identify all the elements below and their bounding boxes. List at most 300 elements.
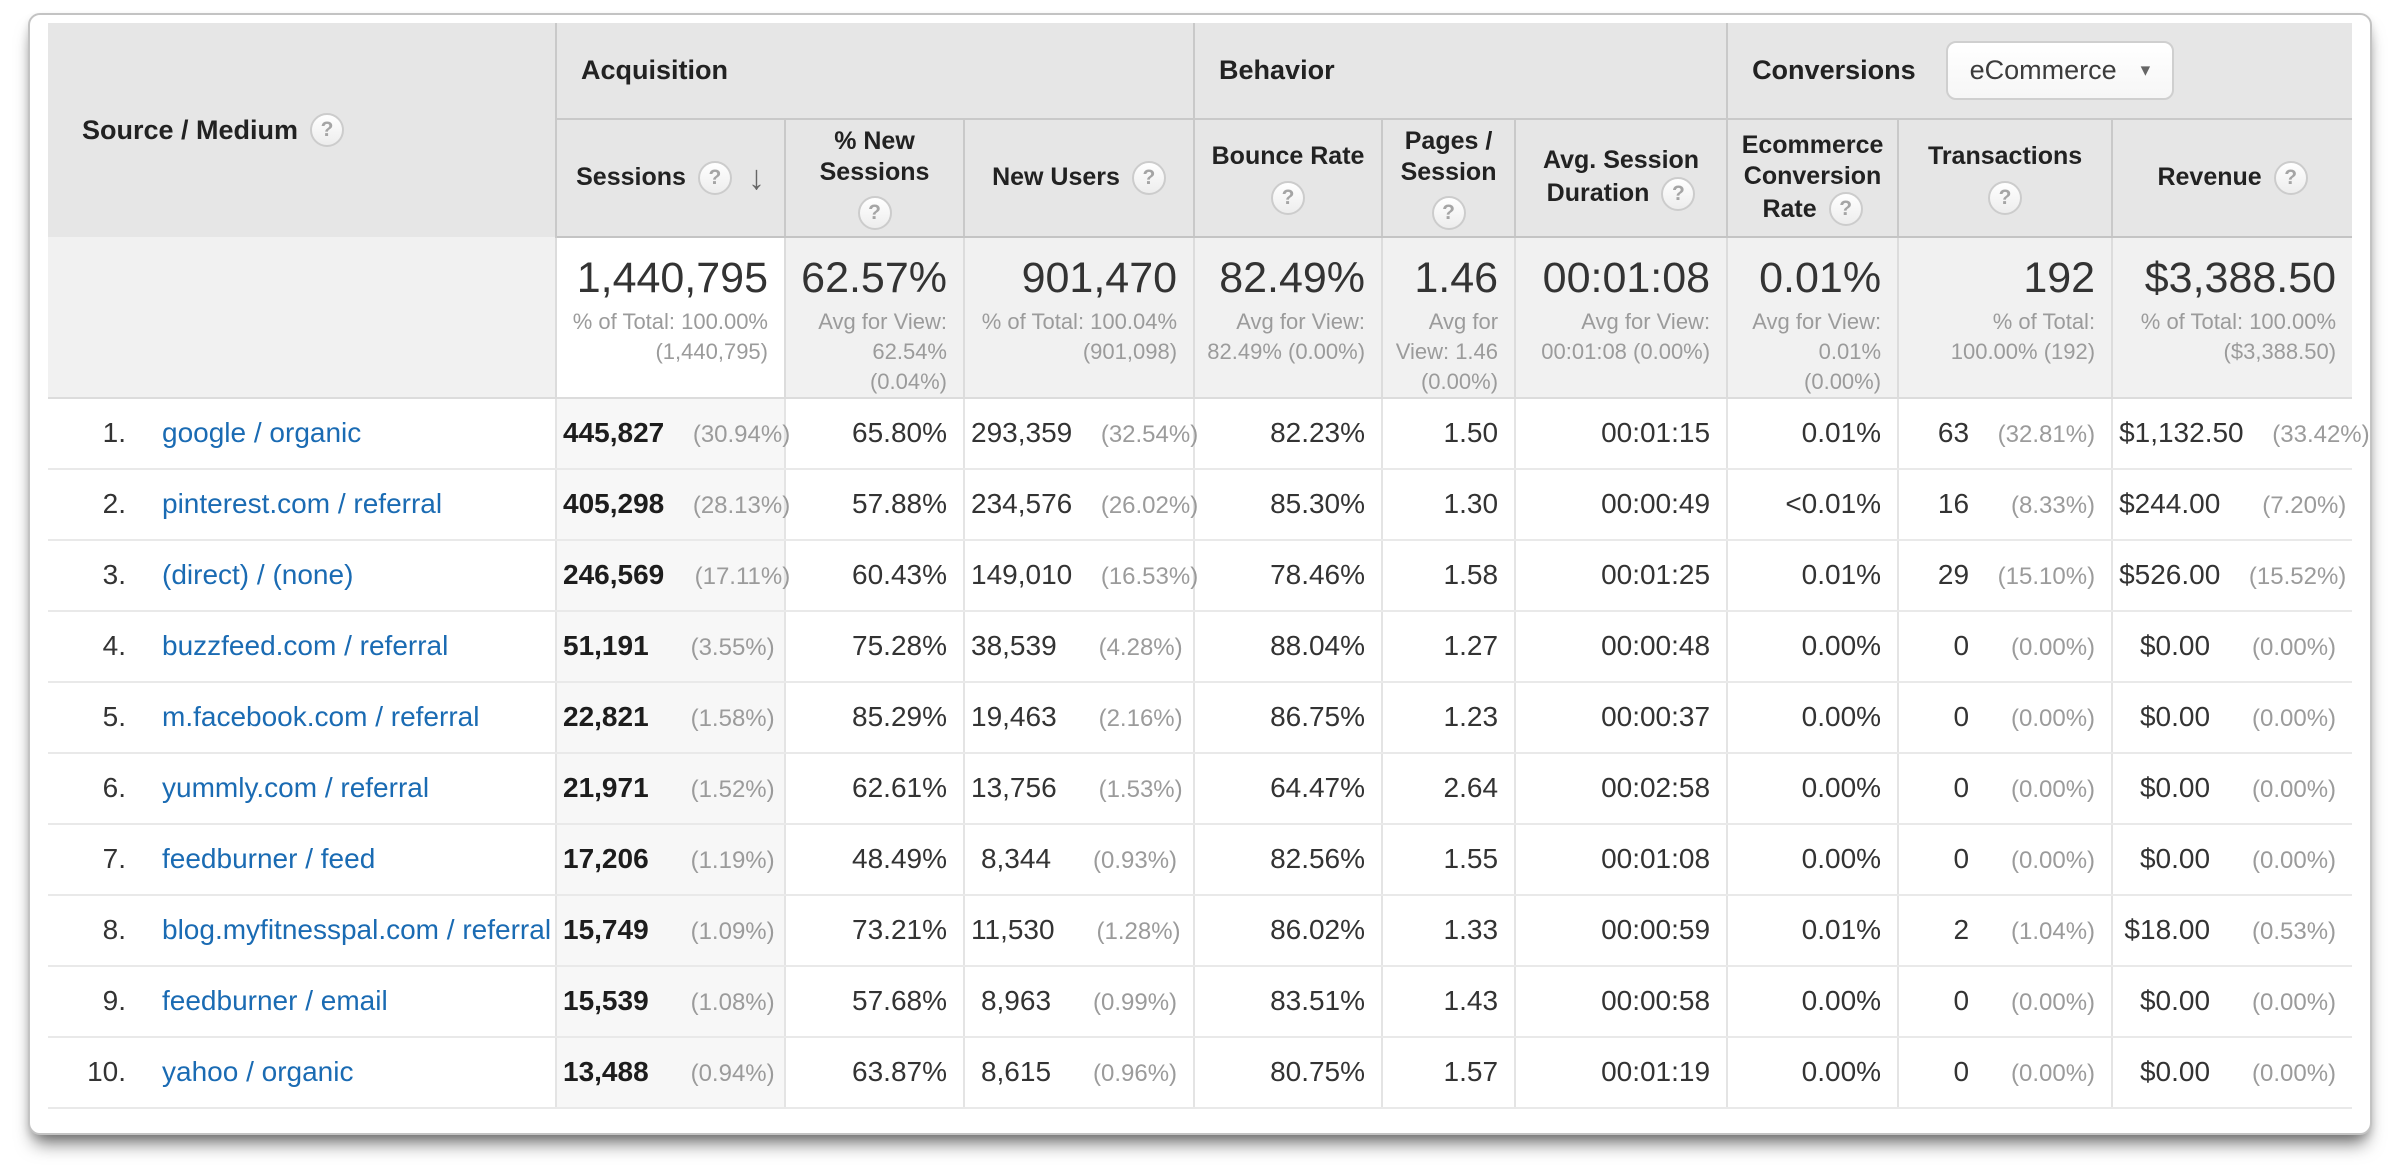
row-rank: 1. bbox=[102, 417, 126, 448]
column-header-pages-session[interactable]: Pages / Session ? bbox=[1382, 119, 1515, 237]
column-header-ecommerce-conversion-rate[interactable]: Ecommerce Conversion Rate ? bbox=[1727, 119, 1898, 237]
sessions-value: 15,749 bbox=[563, 914, 649, 945]
new-users-percent: (0.93%) bbox=[1092, 847, 1178, 874]
sessions-value: 405,298 bbox=[563, 488, 665, 519]
table-row bbox=[48, 611, 2352, 682]
pct-new-sessions-cell bbox=[785, 540, 964, 611]
new-sessions-value: 57.88% bbox=[852, 488, 947, 519]
avg-session-duration-cell bbox=[1515, 540, 1727, 611]
revenue-cell bbox=[2112, 753, 2352, 824]
avg-duration-value: 00:00:59 bbox=[1601, 914, 1711, 945]
totals-pages-session: 1.46 Avg for View: 1.46 (0.00%) bbox=[1382, 237, 1515, 398]
bounce-rate-cell bbox=[1194, 753, 1382, 824]
ecr-value: 0.01% bbox=[1801, 417, 1882, 448]
bounce-rate-value: 82.23% bbox=[1270, 417, 1366, 448]
sessions-percent: (1.09%) bbox=[690, 918, 775, 945]
table-body bbox=[48, 398, 2370, 1108]
pages-session-value: 1.58 bbox=[1443, 559, 1499, 590]
new-users-percent: (1.53%) bbox=[1098, 776, 1183, 803]
pages-session-cell bbox=[1382, 611, 1515, 682]
new-users-percent: (1.28%) bbox=[1096, 918, 1181, 945]
ecr-value: 0.01% bbox=[1801, 559, 1882, 590]
totals-new-users: 901,470 % of Total: 100.04% (901,098) bbox=[964, 237, 1194, 398]
ecommerce-conversion-rate-cell bbox=[1727, 682, 1898, 753]
pages-session-cell bbox=[1382, 966, 1515, 1037]
sessions-percent: (1.52%) bbox=[690, 776, 775, 803]
bounce-rate-value: 64.47% bbox=[1270, 772, 1366, 803]
totals-row bbox=[48, 237, 2352, 398]
conversions-type-dropdown[interactable]: eCommerce ▾ bbox=[1946, 41, 2175, 100]
revenue-cell bbox=[2112, 895, 2352, 966]
ecommerce-conversion-rate-cell bbox=[1727, 1037, 1898, 1108]
new-users-cell bbox=[964, 824, 1194, 895]
pct-new-sessions-cell bbox=[785, 895, 964, 966]
new-sessions-value: 85.29% bbox=[852, 701, 947, 732]
new-users-percent: (2.16%) bbox=[1098, 705, 1183, 732]
avg-session-duration-cell bbox=[1515, 753, 1727, 824]
bounce-rate-value: 85.30% bbox=[1270, 488, 1366, 519]
pages-session-cell bbox=[1382, 824, 1515, 895]
transactions-percent: (0.00%) bbox=[2011, 1060, 2096, 1087]
new-sessions-value: 63.87% bbox=[852, 1056, 947, 1087]
pages-session-cell bbox=[1382, 895, 1515, 966]
sessions-cell bbox=[556, 824, 785, 895]
avg-duration-value: 00:01:08 bbox=[1601, 843, 1711, 874]
new-users-value: 13,756 bbox=[971, 772, 1057, 803]
pct-new-sessions-cell bbox=[785, 966, 964, 1037]
ecommerce-conversion-rate-cell bbox=[1727, 966, 1898, 1037]
pct-new-sessions-cell bbox=[785, 469, 964, 540]
source-medium-link[interactable]: yahoo / organic bbox=[162, 1056, 354, 1087]
sessions-percent: (0.94%) bbox=[690, 1060, 775, 1087]
new-users-value: 8,963 bbox=[980, 985, 1052, 1016]
pages-session-cell bbox=[1382, 540, 1515, 611]
totals-ecommerce-conversion-rate: 0.01% Avg for View: 0.01% (0.00%) bbox=[1727, 237, 1898, 398]
bounce-rate-value: 86.02% bbox=[1270, 914, 1366, 945]
source-medium-cell bbox=[48, 469, 556, 540]
pages-session-value: 1.57 bbox=[1443, 1056, 1499, 1087]
new-users-cell bbox=[964, 1037, 1194, 1108]
pages-session-cell bbox=[1382, 469, 1515, 540]
bounce-rate-cell bbox=[1194, 824, 1382, 895]
revenue-cell bbox=[2112, 824, 2352, 895]
source-medium-report-table bbox=[48, 23, 2370, 1109]
sessions-value: 17,206 bbox=[563, 843, 649, 874]
ecommerce-conversion-rate-cell bbox=[1727, 540, 1898, 611]
table-row bbox=[48, 753, 2352, 824]
bounce-rate-cell bbox=[1194, 611, 1382, 682]
revenue-percent: (33.42%) bbox=[2272, 421, 2370, 448]
transactions-cell bbox=[1898, 1037, 2112, 1108]
help-icon[interactable]: ? bbox=[858, 196, 892, 230]
new-users-cell bbox=[964, 469, 1199, 540]
ecommerce-conversion-rate-cell bbox=[1727, 824, 1898, 895]
row-rank: 3. bbox=[102, 559, 126, 590]
revenue-value: $0.00 bbox=[2139, 985, 2211, 1016]
new-users-value: 8,615 bbox=[980, 1056, 1052, 1087]
help-icon[interactable]: ? bbox=[1132, 161, 1166, 195]
caret-down-icon: ▾ bbox=[2140, 60, 2151, 81]
column-header-bounce-rate[interactable]: Bounce Rate ? bbox=[1194, 119, 1382, 237]
revenue-value: $244.00 bbox=[2119, 488, 2221, 519]
source-medium-cell bbox=[48, 1037, 556, 1108]
bounce-rate-value: 83.51% bbox=[1270, 985, 1366, 1016]
table-row bbox=[48, 682, 2352, 753]
sessions-cell bbox=[556, 398, 791, 469]
new-users-percent: (4.28%) bbox=[1098, 634, 1183, 661]
avg-duration-value: 00:02:58 bbox=[1601, 772, 1711, 803]
sessions-percent: (30.94%) bbox=[692, 421, 791, 448]
group-header-acquisition: Acquisition bbox=[556, 23, 1194, 119]
column-header-new-users[interactable]: New Users ? bbox=[964, 119, 1194, 237]
totals-avg-session-duration: 00:01:08 Avg for View: 00:01:08 (0.00%) bbox=[1515, 237, 1727, 398]
transactions-value: 0 bbox=[1953, 843, 1970, 874]
column-header-pct-new-sessions[interactable]: % New Sessions ? bbox=[785, 119, 964, 237]
help-icon[interactable]: ? bbox=[1271, 181, 1305, 215]
revenue-percent: (0.00%) bbox=[2252, 847, 2337, 874]
source-medium-link[interactable]: buzzfeed.com / referral bbox=[162, 630, 449, 661]
sessions-cell bbox=[556, 753, 785, 824]
new-sessions-value: 57.68% bbox=[852, 985, 947, 1016]
revenue-value: $0.00 bbox=[2139, 630, 2211, 661]
transactions-cell bbox=[1898, 753, 2112, 824]
new-users-value: 293,359 bbox=[971, 417, 1073, 448]
revenue-percent: (0.00%) bbox=[2252, 1060, 2337, 1087]
transactions-cell bbox=[1898, 682, 2112, 753]
sessions-percent: (1.19%) bbox=[690, 847, 775, 874]
totals-bounce-rate: 82.49% Avg for View: 82.49% (0.00%) bbox=[1194, 237, 1382, 398]
pct-new-sessions-cell bbox=[785, 753, 964, 824]
sessions-value: 246,569 bbox=[563, 559, 665, 590]
revenue-value: $0.00 bbox=[2139, 843, 2211, 874]
row-rank: 4. bbox=[102, 630, 126, 661]
transactions-cell bbox=[1898, 966, 2112, 1037]
table-row bbox=[48, 895, 2352, 966]
source-medium-cell bbox=[48, 682, 556, 753]
new-users-cell bbox=[964, 611, 1194, 682]
table-row bbox=[48, 469, 2352, 540]
conversions-label: Conversions bbox=[1752, 55, 1916, 85]
pages-session-value: 2.64 bbox=[1443, 772, 1499, 803]
group-header-conversions bbox=[1727, 23, 2352, 119]
source-medium-link[interactable]: feedburner / feed bbox=[162, 843, 376, 874]
revenue-cell bbox=[2112, 682, 2352, 753]
transactions-value: 2 bbox=[1953, 914, 1970, 945]
transactions-percent: (1.04%) bbox=[2011, 918, 2096, 945]
pages-session-value: 1.27 bbox=[1443, 630, 1499, 661]
transactions-cell bbox=[1898, 824, 2112, 895]
pct-new-sessions-cell bbox=[785, 1037, 964, 1108]
source-medium-label: Source / Medium bbox=[82, 114, 299, 145]
avg-duration-value: 00:00:48 bbox=[1601, 630, 1711, 661]
column-header-avg-session-duration[interactable]: Avg. Session Duration ? bbox=[1515, 119, 1727, 237]
totals-pct-new-sessions: 62.57% Avg for View: 62.54% (0.04%) bbox=[785, 237, 964, 398]
pct-new-sessions-cell bbox=[785, 398, 964, 469]
bounce-rate-cell bbox=[1194, 966, 1382, 1037]
totals-revenue: $3,388.50 % of Total: 100.00% ($3,388.50) bbox=[2112, 237, 2352, 398]
revenue-percent: (15.52%) bbox=[2248, 563, 2347, 590]
table-row bbox=[48, 824, 2352, 895]
totals-transactions: 192 % of Total: 100.00% (192) bbox=[1898, 237, 2112, 398]
sessions-cell bbox=[556, 540, 791, 611]
transactions-percent: (15.10%) bbox=[1997, 563, 2096, 590]
bounce-rate-value: 88.04% bbox=[1270, 630, 1366, 661]
sessions-cell bbox=[556, 966, 785, 1037]
row-rank: 6. bbox=[102, 772, 126, 803]
ecr-value: 0.00% bbox=[1801, 1056, 1882, 1087]
new-users-value: 8,344 bbox=[980, 843, 1052, 874]
new-users-percent: (0.99%) bbox=[1092, 989, 1178, 1016]
transactions-value: 0 bbox=[1953, 701, 1970, 732]
avg-session-duration-cell bbox=[1515, 966, 1727, 1037]
bounce-rate-value: 80.75% bbox=[1270, 1056, 1366, 1087]
ecr-value: <0.01% bbox=[1785, 488, 1882, 519]
column-header-sessions[interactable]: Sessions ? ↓ bbox=[556, 119, 785, 237]
ecommerce-conversion-rate-cell bbox=[1727, 611, 1898, 682]
pct-new-sessions-cell bbox=[785, 611, 964, 682]
table-row bbox=[48, 540, 2352, 611]
report-card bbox=[28, 13, 2372, 1135]
row-rank: 7. bbox=[102, 843, 126, 874]
revenue-cell bbox=[2112, 1037, 2352, 1108]
new-users-cell bbox=[964, 895, 1194, 966]
revenue-percent: (0.53%) bbox=[2252, 918, 2337, 945]
transactions-percent: (0.00%) bbox=[2011, 776, 2096, 803]
revenue-cell bbox=[2112, 611, 2352, 682]
row-rank: 8. bbox=[102, 914, 126, 945]
source-medium-cell bbox=[48, 895, 556, 966]
source-medium-link[interactable]: pinterest.com / referral bbox=[162, 488, 443, 519]
new-users-percent: (0.96%) bbox=[1092, 1060, 1178, 1087]
ecr-value: 0.00% bbox=[1801, 843, 1882, 874]
transactions-percent: (32.81%) bbox=[1997, 421, 2096, 448]
new-sessions-value: 65.80% bbox=[852, 417, 947, 448]
sessions-percent: (3.55%) bbox=[690, 634, 775, 661]
table-row bbox=[48, 966, 2352, 1037]
transactions-cell bbox=[1898, 895, 2112, 966]
sessions-value: 15,539 bbox=[563, 985, 649, 1016]
transactions-percent: (0.00%) bbox=[2011, 634, 2096, 661]
avg-duration-value: 00:00:37 bbox=[1601, 701, 1711, 732]
new-users-cell bbox=[964, 682, 1194, 753]
revenue-value: $1,132.50 bbox=[2119, 417, 2244, 448]
new-sessions-value: 75.28% bbox=[852, 630, 947, 661]
sessions-cell bbox=[556, 895, 785, 966]
help-icon[interactable]: ? bbox=[1829, 192, 1863, 226]
avg-duration-value: 00:01:15 bbox=[1601, 417, 1711, 448]
sessions-value: 21,971 bbox=[563, 772, 649, 803]
avg-session-duration-cell bbox=[1515, 895, 1727, 966]
revenue-cell bbox=[2112, 966, 2352, 1037]
new-users-value: 38,539 bbox=[971, 630, 1057, 661]
new-sessions-value: 73.21% bbox=[852, 914, 947, 945]
sessions-value: 13,488 bbox=[563, 1056, 649, 1087]
avg-duration-value: 00:00:58 bbox=[1601, 985, 1711, 1016]
row-rank: 10. bbox=[87, 1056, 126, 1087]
revenue-value: $526.00 bbox=[2119, 559, 2221, 590]
column-header-transactions[interactable]: Transactions ? bbox=[1898, 119, 2112, 237]
avg-session-duration-cell bbox=[1515, 1037, 1727, 1108]
avg-session-duration-cell bbox=[1515, 824, 1727, 895]
source-medium-cell bbox=[48, 753, 556, 824]
sessions-cell bbox=[556, 469, 791, 540]
help-icon[interactable]: ? bbox=[1661, 177, 1695, 211]
source-medium-link[interactable]: yummly.com / referral bbox=[162, 772, 430, 803]
transactions-percent: (0.00%) bbox=[2011, 989, 2096, 1016]
transactions-cell bbox=[1898, 469, 2112, 540]
pages-session-cell bbox=[1382, 398, 1515, 469]
table-row bbox=[48, 398, 2352, 469]
revenue-cell bbox=[2112, 469, 2352, 540]
revenue-value: $0.00 bbox=[2139, 1056, 2211, 1087]
new-users-value: 11,530 bbox=[971, 914, 1055, 945]
help-icon[interactable]: ? bbox=[2274, 161, 2308, 195]
sessions-percent: (17.11%) bbox=[694, 563, 791, 590]
avg-session-duration-cell bbox=[1515, 469, 1727, 540]
row-rank: 5. bbox=[102, 701, 126, 732]
revenue-percent: (0.00%) bbox=[2252, 776, 2337, 803]
revenue-percent: (0.00%) bbox=[2252, 634, 2337, 661]
totals-dimension-cell bbox=[48, 237, 556, 398]
bounce-rate-value: 82.56% bbox=[1270, 843, 1366, 874]
help-icon[interactable]: ? bbox=[1432, 196, 1466, 230]
pages-session-value: 1.55 bbox=[1443, 843, 1499, 874]
avg-duration-value: 00:01:25 bbox=[1601, 559, 1711, 590]
source-medium-link[interactable]: google / organic bbox=[162, 417, 362, 448]
bounce-rate-cell bbox=[1194, 1037, 1382, 1108]
sessions-value: 22,821 bbox=[563, 701, 649, 732]
bounce-rate-value: 78.46% bbox=[1270, 559, 1366, 590]
sessions-percent: (1.58%) bbox=[690, 705, 775, 732]
source-medium-cell bbox=[48, 824, 556, 895]
totals-sessions: 1,440,795 % of Total: 100.00% (1,440,795) bbox=[556, 237, 785, 398]
pages-session-value: 1.23 bbox=[1443, 701, 1499, 732]
avg-session-duration-cell bbox=[1515, 398, 1727, 469]
table-row bbox=[48, 1037, 2352, 1108]
transactions-value: 0 bbox=[1953, 630, 1970, 661]
sort-descending-icon: ↓ bbox=[747, 158, 765, 197]
new-sessions-value: 48.49% bbox=[852, 843, 947, 874]
sessions-cell bbox=[556, 1037, 785, 1108]
source-medium-link[interactable]: m.facebook.com / referral bbox=[162, 701, 480, 732]
source-medium-link[interactable]: blog.myfitnesspal.com / referral bbox=[162, 914, 552, 945]
source-medium-link[interactable]: (direct) / (none) bbox=[162, 559, 354, 590]
revenue-percent: (0.00%) bbox=[2252, 989, 2337, 1016]
group-header-behavior: Behavior bbox=[1194, 23, 1727, 119]
transactions-percent: (0.00%) bbox=[2011, 705, 2096, 732]
new-users-cell bbox=[964, 540, 1199, 611]
new-users-percent: (32.54%) bbox=[1100, 421, 1199, 448]
column-header-source-medium[interactable] bbox=[48, 23, 556, 237]
new-users-percent: (16.53%) bbox=[1100, 563, 1199, 590]
column-header-revenue[interactable]: Revenue ? bbox=[2112, 119, 2352, 237]
transactions-value: 29 bbox=[1937, 559, 1970, 590]
source-medium-cell bbox=[48, 398, 556, 469]
transactions-percent: (8.33%) bbox=[2011, 492, 2096, 519]
bounce-rate-cell bbox=[1194, 540, 1382, 611]
bounce-rate-cell bbox=[1194, 398, 1382, 469]
revenue-cell bbox=[2112, 540, 2352, 611]
pages-session-value: 1.33 bbox=[1443, 914, 1499, 945]
sessions-cell bbox=[556, 682, 785, 753]
help-icon[interactable]: ? bbox=[698, 161, 732, 195]
source-medium-cell bbox=[48, 611, 556, 682]
new-users-value: 234,576 bbox=[971, 488, 1073, 519]
help-icon[interactable]: ? bbox=[1988, 181, 2022, 215]
row-rank: 2. bbox=[102, 488, 126, 519]
bounce-rate-cell bbox=[1194, 682, 1382, 753]
pages-session-cell bbox=[1382, 682, 1515, 753]
new-users-percent: (26.02%) bbox=[1100, 492, 1199, 519]
bounce-rate-cell bbox=[1194, 469, 1382, 540]
revenue-value: $0.00 bbox=[2139, 701, 2211, 732]
transactions-cell bbox=[1898, 611, 2112, 682]
revenue-value: $18.00 bbox=[2124, 914, 2211, 945]
transactions-value: 0 bbox=[1953, 985, 1970, 1016]
ecommerce-conversion-rate-cell bbox=[1727, 469, 1898, 540]
new-users-cell bbox=[964, 966, 1194, 1037]
pct-new-sessions-cell bbox=[785, 824, 964, 895]
sessions-value: 51,191 bbox=[563, 630, 649, 661]
revenue-cell bbox=[2112, 398, 2370, 469]
sessions-value: 445,827 bbox=[563, 417, 665, 448]
revenue-value: $0.00 bbox=[2139, 772, 2211, 803]
sessions-percent: (28.13%) bbox=[692, 492, 791, 519]
ecr-value: 0.00% bbox=[1801, 701, 1882, 732]
new-users-value: 19,463 bbox=[971, 701, 1057, 732]
ecr-value: 0.00% bbox=[1801, 630, 1882, 661]
transactions-value: 63 bbox=[1937, 417, 1970, 448]
pages-session-cell bbox=[1382, 753, 1515, 824]
pages-session-value: 1.43 bbox=[1443, 985, 1499, 1016]
source-medium-cell bbox=[48, 540, 556, 611]
pages-session-cell bbox=[1382, 1037, 1515, 1108]
avg-session-duration-cell bbox=[1515, 611, 1727, 682]
transactions-cell bbox=[1898, 540, 2112, 611]
new-users-value: 149,010 bbox=[971, 559, 1073, 590]
ecommerce-conversion-rate-cell bbox=[1727, 895, 1898, 966]
source-medium-link[interactable]: feedburner / email bbox=[162, 985, 388, 1016]
new-sessions-value: 60.43% bbox=[852, 559, 947, 590]
transactions-value: 0 bbox=[1953, 1056, 1970, 1087]
ecr-value: 0.01% bbox=[1801, 914, 1882, 945]
new-sessions-value: 62.61% bbox=[852, 772, 947, 803]
sessions-percent: (1.08%) bbox=[690, 989, 775, 1016]
help-icon[interactable]: ? bbox=[310, 113, 344, 147]
row-rank: 9. bbox=[102, 985, 126, 1016]
pages-session-value: 1.30 bbox=[1443, 488, 1499, 519]
ecommerce-conversion-rate-cell bbox=[1727, 398, 1898, 469]
sessions-cell bbox=[556, 611, 785, 682]
transactions-percent: (0.00%) bbox=[2011, 847, 2096, 874]
source-medium-cell bbox=[48, 966, 556, 1037]
avg-session-duration-cell bbox=[1515, 682, 1727, 753]
bounce-rate-value: 86.75% bbox=[1270, 701, 1366, 732]
ecommerce-conversion-rate-cell bbox=[1727, 753, 1898, 824]
avg-duration-value: 00:01:19 bbox=[1601, 1056, 1711, 1087]
ecr-value: 0.00% bbox=[1801, 985, 1882, 1016]
bounce-rate-cell bbox=[1194, 895, 1382, 966]
revenue-percent: (7.20%) bbox=[2262, 492, 2347, 519]
transactions-value: 16 bbox=[1937, 488, 1970, 519]
new-users-cell bbox=[964, 398, 1199, 469]
transactions-cell bbox=[1898, 398, 2112, 469]
avg-duration-value: 00:00:49 bbox=[1601, 488, 1711, 519]
pages-session-value: 1.50 bbox=[1443, 417, 1499, 448]
ecr-value: 0.00% bbox=[1801, 772, 1882, 803]
new-users-cell bbox=[964, 753, 1194, 824]
transactions-value: 0 bbox=[1953, 772, 1970, 803]
